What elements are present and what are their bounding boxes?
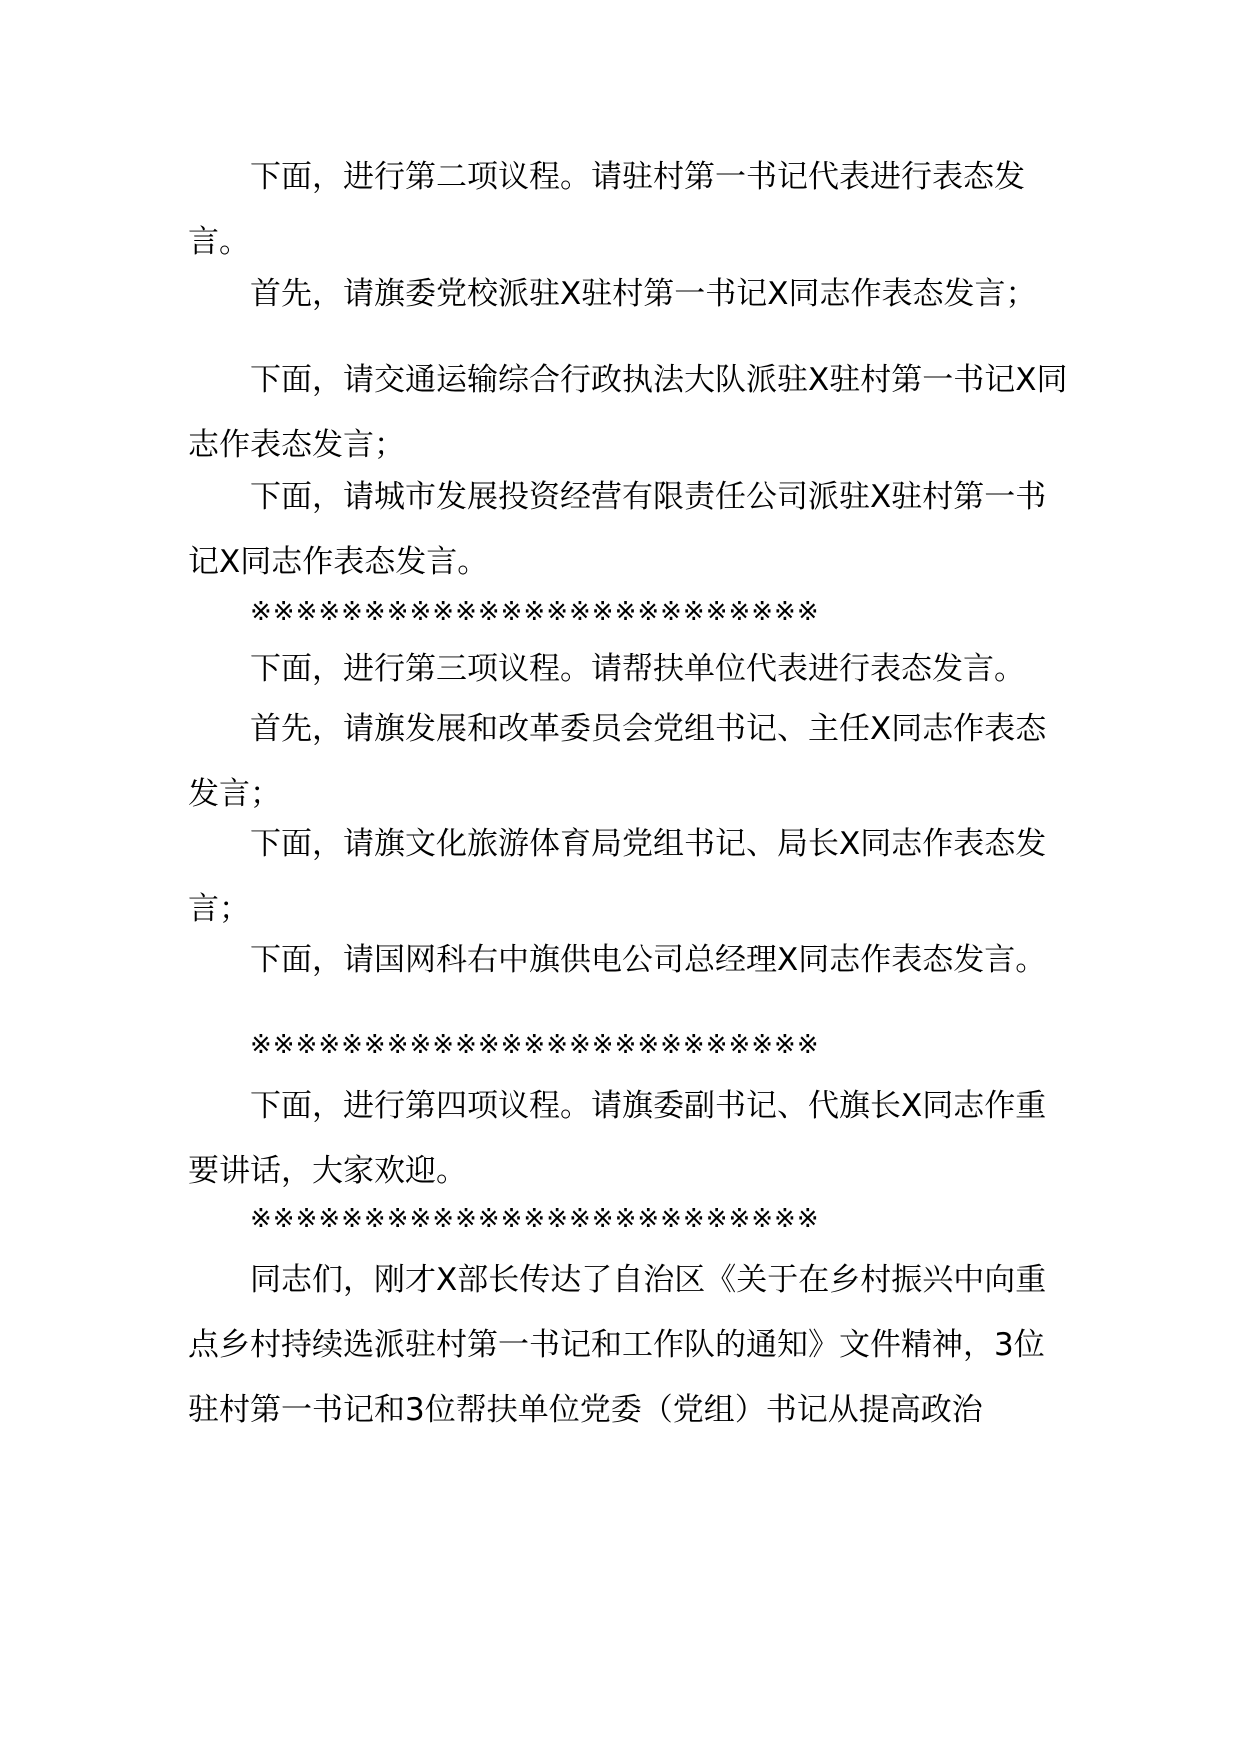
paragraph-agenda-3: 下面，进行第三项议程。请帮扶单位代表进行表态发言。 [250,651,1025,687]
paragraph-speaker-transport: 下面，请交通运输综合行政执法大队派驻X驻村第一书记X同志作表态发言； [188,362,1068,463]
paragraph-speaker-power-supply: 下面，请国网科右中旗供电公司总经理X同志作表态发言。 [250,942,1047,978]
paragraph-closing-speech: 同志们，刚才X部长传达了自治区《关于在乡村振兴中向重点乡村持续选派驻村第一书记和工作队的通知》文件精神，3位驻村第一书记和3位帮扶单位党委（党组）书记从提高政治 [188,1262,1047,1428]
paragraph-agenda-2: 下面，进行第二项议程。请驻村第一书记代表进行表态发言。 [188,159,1025,260]
paragraph-agenda-4: 下面，进行第四项议程。请旗委副书记、代旗长X同志作重要讲话，大家欢迎。 [188,1088,1047,1189]
section-divider: ※※※※※※※※※※※※※※※※※※※※※※※※※ [250,1030,820,1060]
paragraph-speaker-development-reform: 首先，请旗发展和改革委员会党组书记、主任X同志作表态发言； [188,711,1047,812]
paragraph-speaker-urban-investment: 下面，请城市发展投资经营有限责任公司派驻X驻村第一书记X同志作表态发言。 [188,479,1047,580]
paragraph-speaker-culture-tourism: 下面，请旗文化旅游体育局党组书记、局长X同志作表态发言； [188,826,1047,927]
section-divider: ※※※※※※※※※※※※※※※※※※※※※※※※※ [250,597,820,627]
paragraph-speaker-party-school: 首先，请旗委党校派驻X驻村第一书记X同志作表态发言； [250,276,1037,312]
section-divider: ※※※※※※※※※※※※※※※※※※※※※※※※※ [250,1204,820,1234]
